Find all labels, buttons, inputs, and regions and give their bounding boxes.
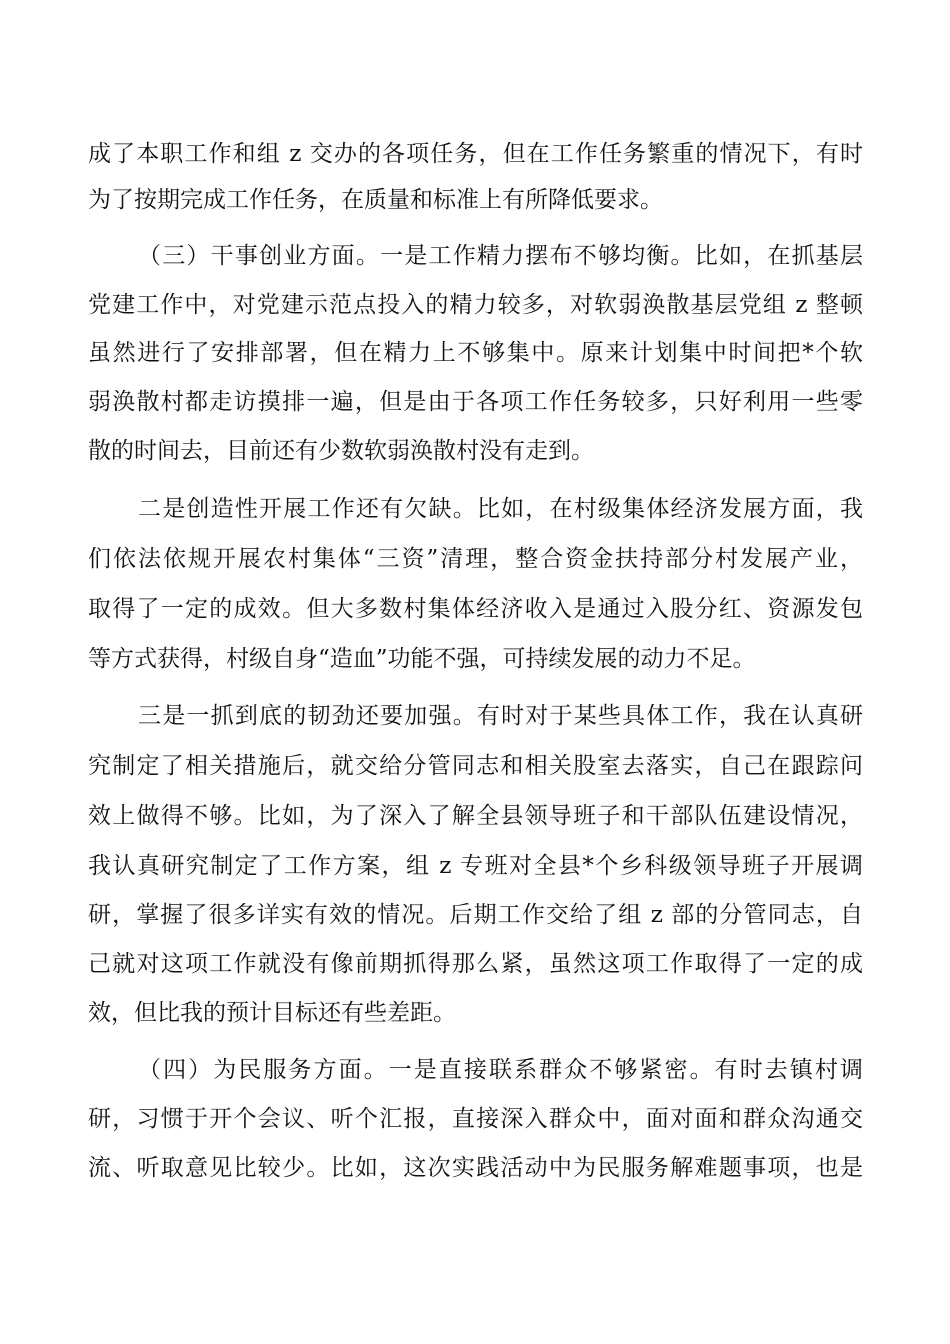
- text-line: 究制定了相关措施后，就交给分管同志和相关股室去落实，自己在跟踪问: [88, 753, 863, 779]
- text-line: 散的时间去，目前还有少数软弱涣散村没有走到。: [88, 438, 594, 464]
- text-line: 己就对这项工作就没有像前期抓得那么紧，虽然这项工作取得了一定的成: [88, 951, 863, 977]
- text-line: 研，掌握了很多详实有效的情况。后期工作交给了组 z 部的分管同志，自: [88, 902, 863, 928]
- text-line: （四）为民服务方面。一是直接联系群众不够紧密。有时去镇村调: [138, 1057, 863, 1083]
- text-line: 三是一抓到底的韧劲还要加强。有时对于某些具体工作，我在认真研: [138, 703, 863, 729]
- text-line: 我认真研究制定了工作方案，组 z 专班对全县*个乡科级领导班子开展调: [88, 853, 863, 879]
- text-line: 流、听取意见比较少。比如，这次实践活动中为民服务解难题事项，也是: [88, 1155, 863, 1181]
- text-line: 二是创造性开展工作还有欠缺。比如，在村级集体经济发展方面，我: [138, 496, 863, 522]
- text-line: 党建工作中，对党建示范点投入的精力较多，对软弱涣散基层党组 z 整顿: [88, 292, 863, 318]
- text-line: 弱涣散村都走访摸排一遍，但是由于各项工作任务较多，只好利用一些零: [88, 389, 863, 415]
- text-line: （三）干事创业方面。一是工作精力摆布不够均衡。比如，在抓基层: [138, 243, 863, 269]
- text-line: 为了按期完成工作任务，在质量和标准上有所降低要求。: [88, 187, 663, 213]
- text-line: 效，但比我的预计目标还有些差距。: [88, 1000, 456, 1026]
- text-line: 研，习惯于开个会议、听个汇报，直接深入群众中，面对面和群众沟通交: [88, 1106, 863, 1132]
- text-line: 效上做得不够。比如，为了深入了解全县领导班子和干部队伍建设情况，: [88, 803, 863, 829]
- text-line: 取得了一定的成效。但大多数村集体经济收入是通过入股分红、资源发包: [88, 596, 863, 622]
- text-line: 虽然进行了安排部署，但在精力上不够集中。原来计划集中时间把*个软: [88, 340, 863, 366]
- text-line: 们依法依规开展农村集体“三资”清理，整合资金扶持部分村发展产业，: [88, 546, 863, 572]
- text-line: 等方式获得，村级自身“造血”功能不强，可持续发展的动力不足。: [88, 646, 756, 672]
- text-line: 成了本职工作和组 z 交办的各项任务，但在工作任务繁重的情况下，有时: [88, 141, 863, 167]
